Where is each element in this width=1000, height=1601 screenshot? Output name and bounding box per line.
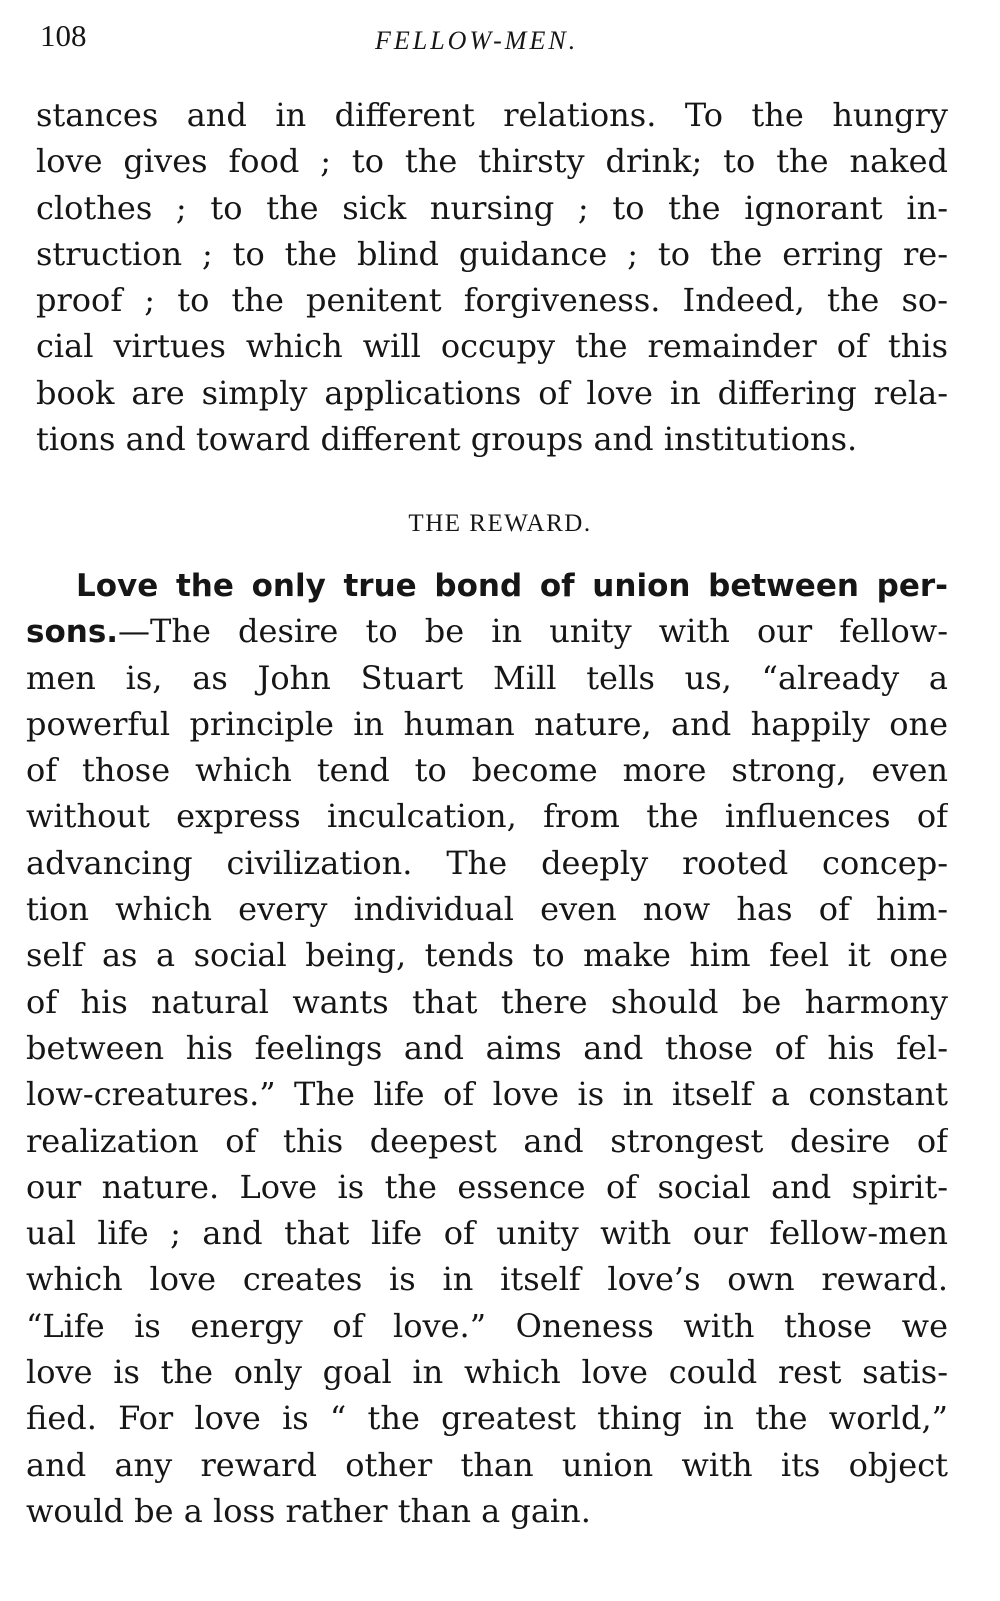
text-line: powerful principle in human nature, and happily one [26, 704, 948, 743]
text-line: stances and in different relations. To the hungry [36, 96, 948, 134]
text-line: clothes ; to the sick nursing ; to the ignorant in- [36, 188, 948, 227]
text-line: love is the only goal in which love could rest satis- [26, 1353, 948, 1392]
running-head: FELLOW-MEN. [375, 26, 579, 55]
text-line: of his natural wants that there should be harmony [26, 982, 948, 1021]
text-line [26, 608, 948, 654]
section-heading: THE REWARD. [408, 510, 592, 537]
text-line: struction ; to the blind guidance ; to the erring re- [36, 234, 948, 273]
text-line: which love creates is in itself love’s own reward. [26, 1260, 948, 1299]
text-line: our nature. Love is the essence of social and spirit- [26, 1167, 948, 1206]
text-line: between his feelings and aims and those of his fel- [26, 1028, 948, 1067]
run-in-heading-end: sons. [26, 614, 119, 651]
text-line: “Life is energy of love.” Oneness with those we [26, 1306, 948, 1345]
text-line-rest: —The desire to be in unity with our fellow- [118, 612, 948, 651]
text-line: realization of this deepest and strongest desire of [26, 1121, 948, 1160]
text-line: of those which tend to become more strong, even [26, 751, 948, 790]
text-line [26, 562, 948, 608]
text-line: low-creatures.” The life of love is in itself a constant [26, 1075, 948, 1114]
text-line: ual life ; and that life of unity with our fellow-men [26, 1214, 948, 1253]
text-line: advancing civilization. The deeply rooted concep- [26, 843, 948, 882]
paragraph-the-reward [26, 562, 948, 1534]
text-line: cial virtues which will occupy the remainder of this [36, 327, 948, 366]
text-line: proof ; to the penitent forgiveness. Indeed, the so- [36, 281, 948, 320]
text-line: and any reward other than union with its object [26, 1445, 948, 1484]
text-line: self as a social being, tends to make him feel it one [26, 936, 948, 975]
text-line: book are simply applications of love in differing rela- [36, 373, 948, 412]
text-line: fied. For love is “ the greatest thing in the world,” [26, 1399, 948, 1438]
paragraph-love-applications [36, 92, 948, 462]
text-line: tions and toward different groups and institutions. [36, 420, 858, 459]
text-line: love gives food ; to the thirsty drink; to the naked [36, 142, 948, 181]
text-line: would be a loss rather than a gain. [26, 1491, 591, 1530]
run-in-heading: Love the only true bond of union between per- [76, 568, 948, 604]
text-line: men is, as John Stuart Mill tells us, “already a [26, 658, 948, 697]
page-header [40, 18, 970, 58]
text-line: without express inculcation, from the influences of [26, 797, 948, 836]
text-line: tion which every individual even now has of him- [26, 890, 948, 929]
page-number: 108 [40, 18, 87, 53]
